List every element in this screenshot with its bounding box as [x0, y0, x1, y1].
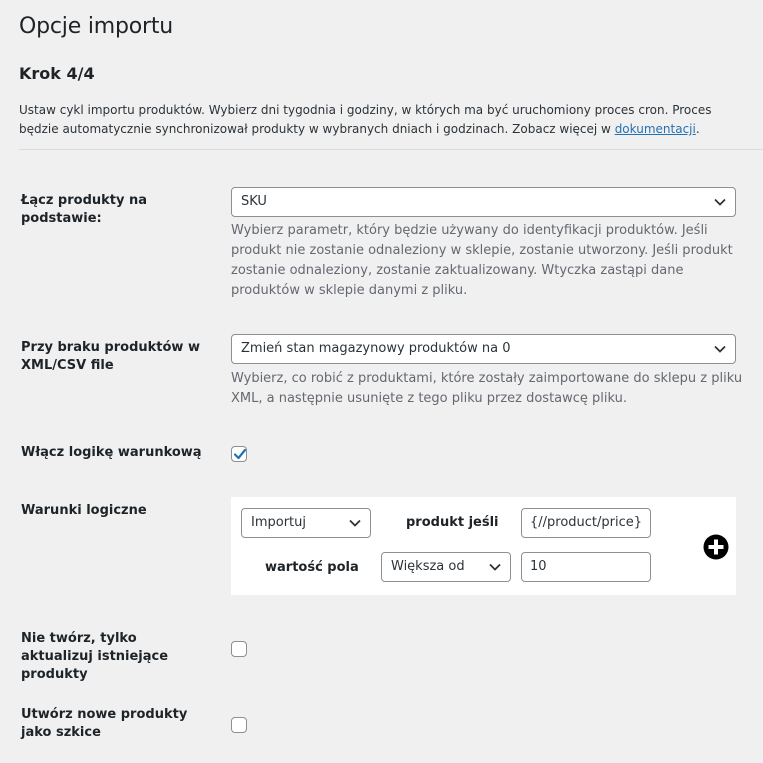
missing-products-select[interactable]: [231, 334, 736, 364]
step-title: Krok 4/4: [19, 64, 95, 83]
condition-value-input-value: 10: [530, 559, 547, 574]
create-drafts-label: Utwórz nowe produkty jako szkice: [21, 707, 188, 740]
update-only-label: Nie twórz, tylko aktualizuj istniejące produkty: [21, 631, 169, 682]
product-if-label: produkt jeśli: [406, 515, 499, 530]
condition-value-input[interactable]: [521, 552, 651, 582]
conditional-logic-label: Włącz logikę warunkową: [21, 445, 202, 460]
missing-products-help: Wybierz, co robić z produktami, które zostały zaimportowane do sklepu z pliku XML, a następnie usunięte z tego pliku przez dostawcę pliku.: [231, 371, 743, 406]
match-products-label: Łącz produkty na podstawie:: [21, 193, 148, 226]
missing-products-label: Przy braku produktów w XML/CSV file: [21, 340, 200, 373]
match-products-select[interactable]: [231, 187, 736, 217]
checkmark-icon: [231, 445, 249, 463]
condition-operator-select[interactable]: [381, 552, 511, 582]
chevron-down-icon: [488, 562, 502, 572]
match-products-help: Wybierz parametr, który będzie używany do identyfikacji produktów. Jeśli produkt nie zostanie odnaleziony w sklepie, zostanie utworzony. Jeśli produkt zostanie odnaleziony, zostanie zaktualizowany. Wtyczka zastąpi dane produktów w sklepie danymi z pliku.: [231, 223, 733, 298]
match-products-select-value: SKU: [241, 194, 267, 209]
missing-products-select-value: Zmień stan magazynowy produktów na 0: [241, 341, 511, 356]
chevron-down-icon: [713, 197, 727, 207]
chevron-down-icon: [713, 344, 727, 354]
logic-conditions-panel: [231, 497, 736, 595]
condition-operator-select-value: Większa od: [391, 559, 465, 574]
logic-conditions-label: Warunki logiczne: [21, 503, 147, 518]
chevron-down-icon: [348, 518, 362, 528]
intro-text: [19, 101, 754, 139]
update-only-checkbox[interactable]: [231, 641, 247, 657]
field-value-label: wartość pola: [265, 560, 359, 575]
create-drafts-checkbox[interactable]: [231, 717, 247, 733]
section-divider: [19, 149, 763, 150]
condition-field-input-value: {//product/price}: [530, 515, 643, 530]
documentation-link[interactable]: dokumentacji: [614, 122, 696, 136]
page-title: Opcje importu: [19, 14, 173, 39]
plus-circle-icon[interactable]: [703, 534, 729, 560]
condition-action-select-value: Importuj: [251, 515, 306, 530]
condition-field-input[interactable]: [521, 508, 651, 538]
intro-text-end: .: [695, 122, 700, 136]
conditional-logic-checkbox[interactable]: [231, 446, 247, 462]
condition-action-select[interactable]: [241, 508, 371, 538]
intro-text-body: Ustaw cykl importu produktów. Wybierz dni tygodnia i godziny, w których ma być uruchomiony proces cron. Proces będzie automatycznie synchronizował produkty w wybranych dniach i godzinach. Zobacz więcej w: [19, 103, 712, 136]
